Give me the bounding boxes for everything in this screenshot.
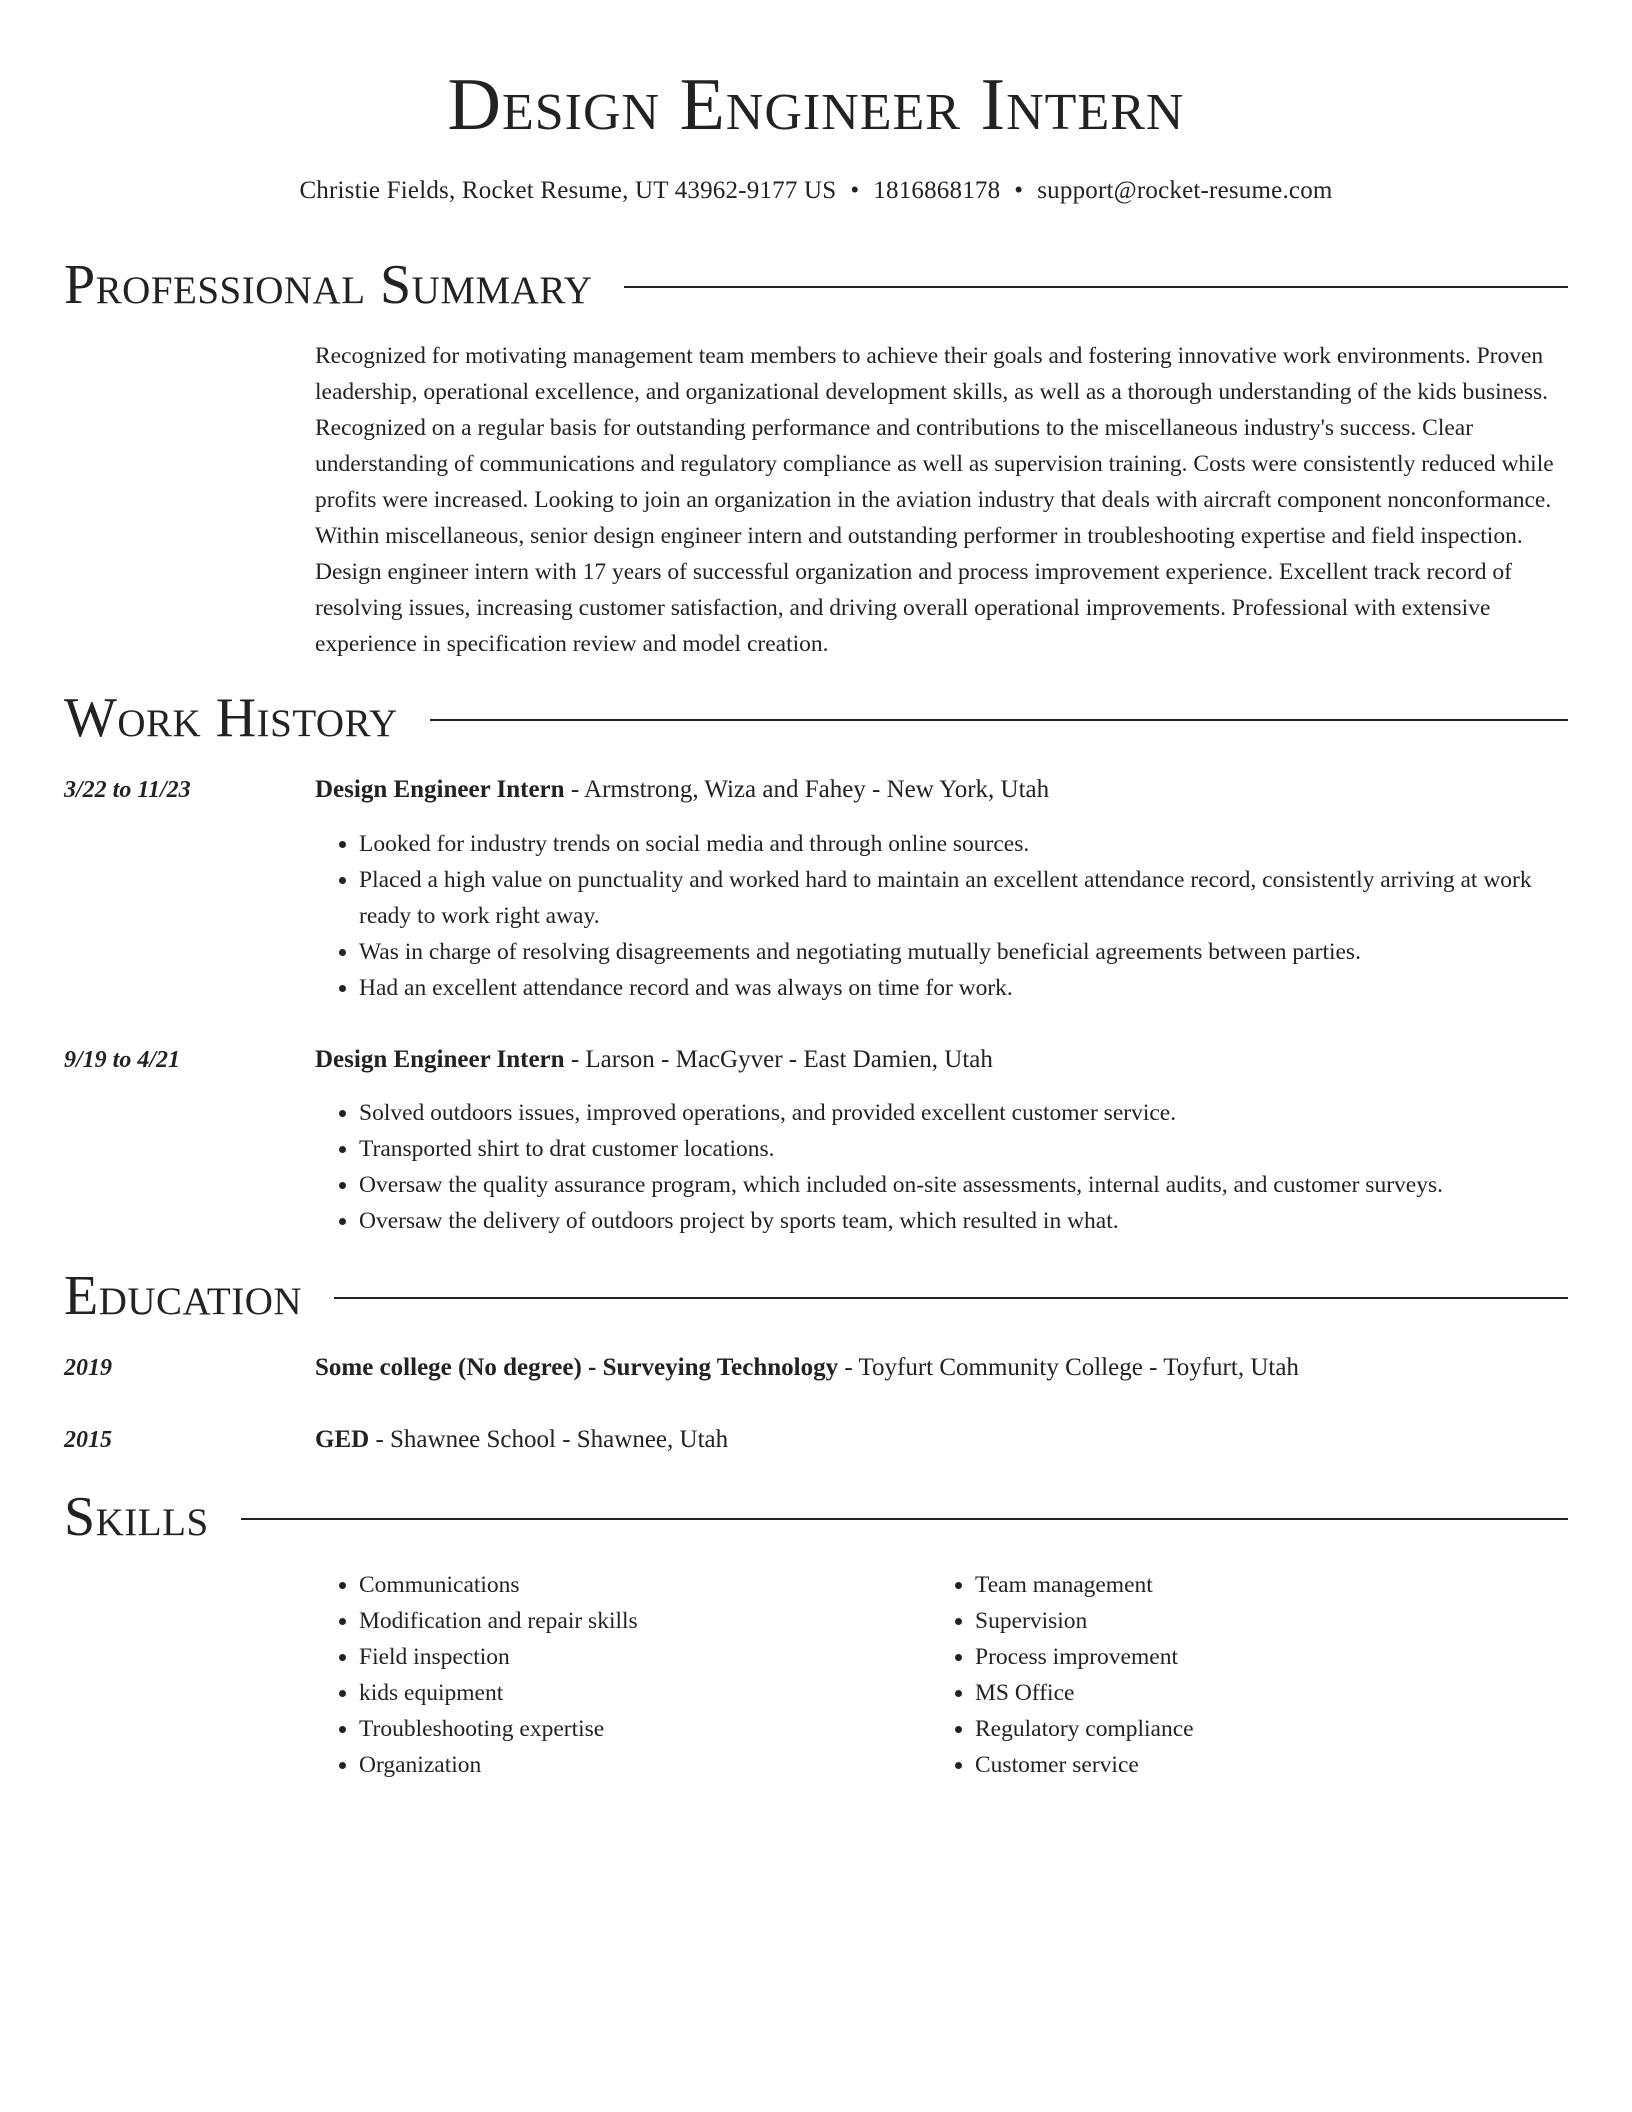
list-item: • Oversaw the quality assurance program, which included on-site assessments, internal audits, and customer surveys. [359, 1167, 1568, 1203]
list-item: • Oversaw the delivery of outdoors project by sports team, which resulted in what. [359, 1203, 1568, 1239]
skill-item: • Communications [359, 1567, 915, 1603]
skill-item: • MS Office [975, 1675, 1531, 1711]
education-details: - Toyfurt Community College - Toyfurt, Utah [838, 1354, 1299, 1381]
summary-heading: Professional Summary [64, 254, 593, 316]
skill-item: • Modification and repair skills [359, 1603, 915, 1639]
list-item: • Looked for industry trends on social media and through online sources. [359, 826, 1568, 862]
education-heading: Education [64, 1265, 303, 1327]
skills-list-right [931, 1567, 1531, 1783]
resume-title: Design Engineer Intern [447, 64, 1185, 146]
job-details: - Armstrong, Wiza and Fahey - New York, Utah [564, 776, 1050, 803]
job-heading [315, 1042, 1568, 1078]
skill-item: • Organization [359, 1747, 915, 1783]
contact-separator: • [850, 177, 860, 204]
education-entry [315, 1422, 1568, 1458]
job-bullets [315, 826, 1568, 1006]
list-item: • Was in charge of resolving disagreements and negotiating mutually beneficial agreements between parties. [359, 934, 1568, 970]
education-year: 2015 [64, 1427, 112, 1453]
contact-line [64, 172, 1568, 210]
skill-item: • Process improvement [975, 1639, 1531, 1675]
summary-text: Recognized for motivating management team members to achieve their goals and fostering innovative work environments. Proven leadership, operational excellence, and organizational development skills, as well as a thorough understanding of the kids business. Recognized on a regular basis for outstanding performance and contributions to the miscellaneous industry's success. Clear understanding of communications and regulatory compliance as well as supervision training. Costs were consistently reduced while profits were increased. Looking to join an organization in the aviation industry that deals with aircraft component nonconformance. Within miscellaneous, senior design engineer intern and outstanding performer in troubleshooting expertise and field inspection. Design engineer intern with 17 years of successful organization and process improvement experience. Excellent track record of resolving issues, increasing customer satisfaction, and driving overall operational improvements. Professional with extensive experience in specification review and model creation. [315, 343, 1554, 657]
work-heading: Work History [64, 687, 398, 749]
list-item: • Had an excellent attendance record and was always on time for work. [359, 970, 1568, 1006]
list-item: • Solved outdoors issues, improved operations, and provided excellent customer service. [359, 1095, 1568, 1131]
skill-item: • Team management [975, 1567, 1531, 1603]
section-divider [334, 1297, 1568, 1299]
education-degree: GED [315, 1426, 370, 1453]
skill-item: • Troubleshooting expertise [359, 1711, 915, 1747]
education-degree: Some college (No degree) - Surveying Technology [315, 1354, 839, 1381]
section-divider [430, 719, 1568, 721]
job-heading [315, 772, 1568, 808]
education-section-header [64, 1261, 1568, 1331]
job-details: - Larson - MacGyver - East Damien, Utah [564, 1046, 993, 1073]
job-dates: 9/19 to 4/21 [64, 1047, 181, 1073]
job-dates: 3/22 to 11/23 [64, 777, 191, 803]
contact-phone: 1816868178 [873, 177, 1001, 204]
skills-heading: Skills [64, 1486, 209, 1548]
section-divider [624, 286, 1568, 288]
job-bullets [315, 1095, 1568, 1239]
job-title: Design Engineer Intern [315, 776, 565, 803]
contact-email[interactable]: support@rocket-resume.com [1037, 177, 1333, 204]
skill-item: • Supervision [975, 1603, 1531, 1639]
contact-address: Christie Fields, Rocket Resume, UT 43962-9177 US [299, 177, 837, 204]
contact-separator: • [1014, 177, 1024, 204]
work-section-header [64, 683, 1568, 753]
list-item: • Transported shirt to drat customer locations. [359, 1131, 1568, 1167]
list-item: • Placed a high value on punctuality and worked hard to maintain an excellent attendance record, consistently arriving at work ready to work right away. [359, 862, 1568, 934]
skills-list-left [315, 1567, 915, 1783]
summary-section-header [64, 250, 1568, 320]
section-divider [241, 1518, 1568, 1520]
education-entry [315, 1350, 1568, 1386]
skill-item: • Field inspection [359, 1639, 915, 1675]
education-year: 2019 [64, 1355, 112, 1381]
skill-item: • Customer service [975, 1747, 1531, 1783]
skills-section-header [64, 1482, 1568, 1552]
job-title: Design Engineer Intern [315, 1046, 565, 1073]
skill-item: • Regulatory compliance [975, 1711, 1531, 1747]
skill-item: • kids equipment [359, 1675, 915, 1711]
education-details: - Shawnee School - Shawnee, Utah [369, 1426, 729, 1453]
